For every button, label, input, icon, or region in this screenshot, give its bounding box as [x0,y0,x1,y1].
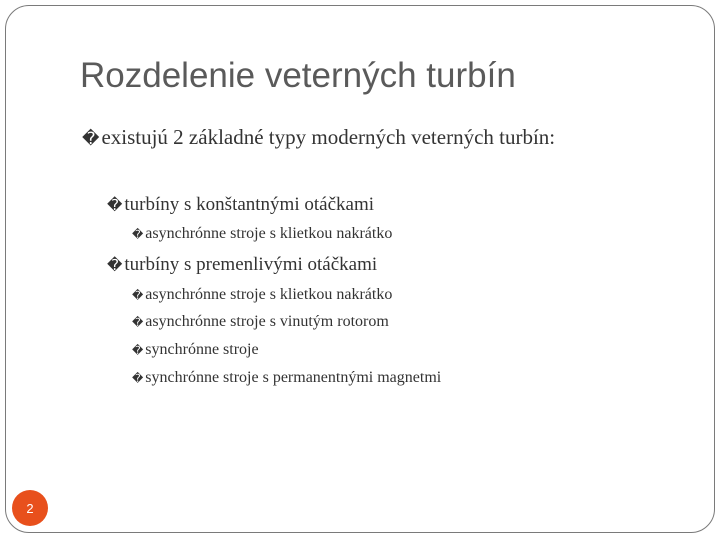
bullet-icon: � [107,196,123,214]
bullet-item-1 [82,125,555,150]
bullet-icon: � [132,316,144,329]
bullet-item-7 [132,341,259,359]
bullet-item-4 [107,254,377,276]
bullet-text: turbíny s premenlivými otáčkami [124,254,378,275]
bullet-icon: � [107,256,123,274]
slide-title: Rozdelenie veterných turbín [80,56,516,95]
bullet-text: asynchrónne stroje s vinutým rotorom [145,313,389,330]
bullet-text: synchrónne stroje [145,341,259,358]
bullet-text: synchrónne stroje s permanentnými magnetmi [145,369,442,386]
bullet-text: asynchrónne stroje s klietkou nakrátko [145,225,393,242]
bullet-icon: � [132,289,144,302]
bullet-item-6 [132,313,389,331]
bullet-item-8 [132,369,441,387]
bullet-item-3 [132,225,392,243]
bullet-item-5 [132,286,392,304]
bullet-text: existujú 2 základné typy moderných veterných turbín: [101,125,556,149]
page-number-badge: 2 [12,490,48,526]
bullet-item-2 [107,194,374,216]
bullet-icon: � [82,129,100,149]
bullet-icon: � [132,344,144,357]
bullet-text: turbíny s konštantnými otáčkami [124,194,374,215]
bullet-icon: � [132,372,144,385]
bullet-icon: � [132,228,144,241]
bullet-text: asynchrónne stroje s klietkou nakrátko [145,286,393,303]
